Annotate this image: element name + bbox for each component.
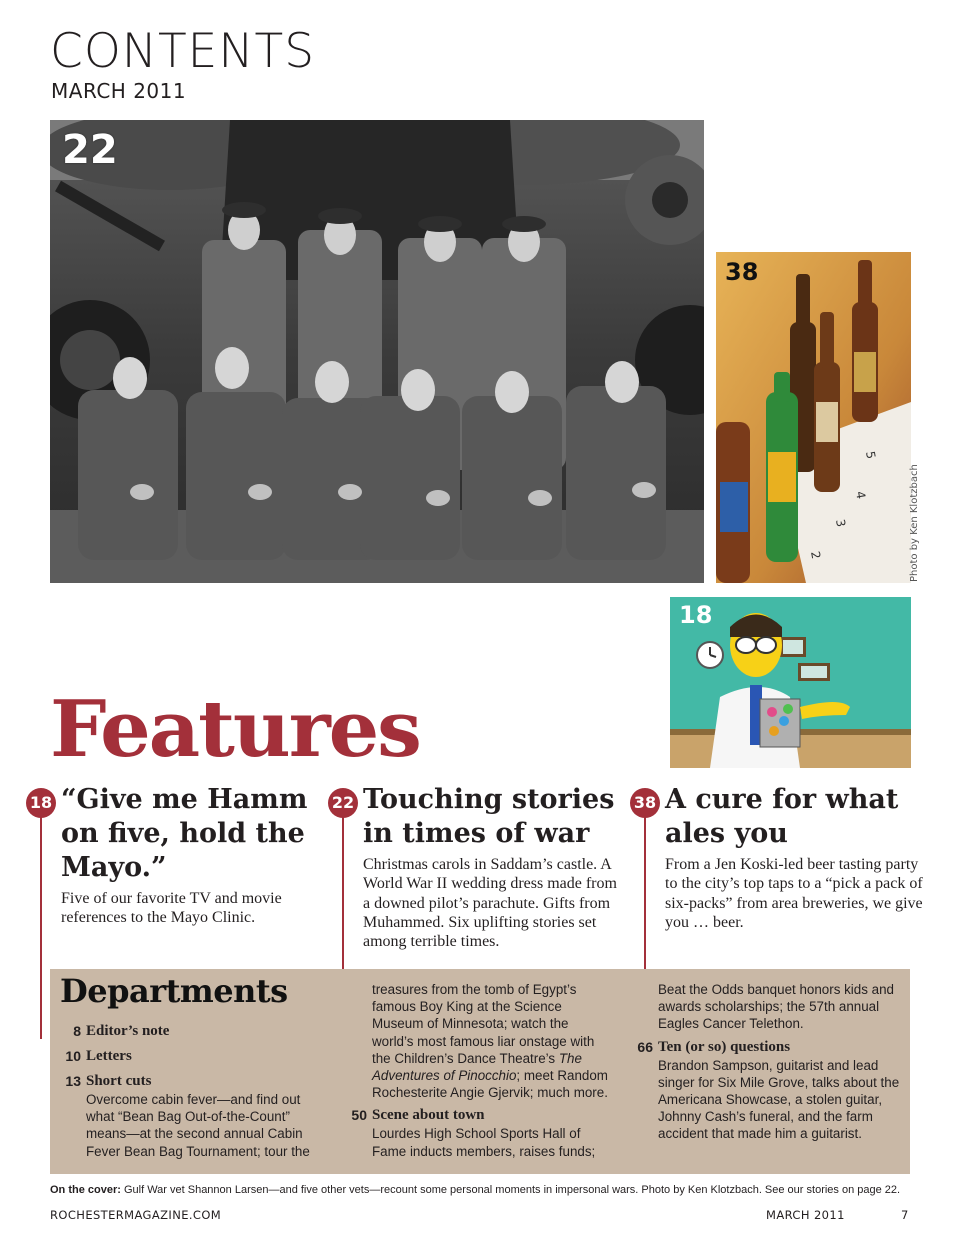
department-text-line: world’s most famous liar onstage with	[372, 1033, 595, 1049]
feature-description-line: to the city’s top taps to a “pick a pack of	[665, 875, 923, 893]
feature-description-line: you … beer.	[665, 913, 744, 931]
page-title: CONTENTS	[50, 24, 316, 79]
war-crew-photo[interactable]	[50, 120, 704, 583]
department-title: Short cuts	[86, 1073, 152, 1089]
department-page: 13	[65, 1073, 81, 1089]
department-text-line: treasures from the tomb of Egypt’s	[372, 982, 577, 997]
feature-description-line: Five of our favorite TV and movie	[61, 890, 282, 907]
svg-text:3: 3	[833, 518, 849, 529]
feature-title[interactable]	[363, 783, 633, 851]
departments-column-3	[637, 981, 908, 1143]
feature-description-line: six-packs” from area breweries, we give	[665, 894, 923, 912]
department-text-segment: ; meet Random	[516, 1068, 608, 1084]
cover-note	[50, 1183, 900, 1197]
photo-page-number: 18	[679, 601, 713, 629]
features-heading: Features	[50, 684, 420, 775]
department-text-line: Johnny Cash’s funeral, and the farm	[658, 1109, 873, 1125]
department-text-line: what “Bean Bag Out-of-the-Count”	[86, 1109, 290, 1125]
feature-description-line: Muhammed. Six uplifting stories set	[363, 913, 597, 931]
feature-title[interactable]	[61, 783, 331, 885]
department-text-line: accident that made him a guitarist.	[658, 1126, 862, 1142]
department-text-line: means—at the second annual Cabin	[86, 1126, 303, 1142]
departments-column-1	[65, 1021, 336, 1160]
department-text-line: Rochesterite Angie Gjervik; much more.	[372, 1085, 608, 1101]
departments-heading: Departments	[60, 972, 288, 1010]
footer-website[interactable]: ROCHESTERMAGAZINE.COM	[50, 1208, 222, 1222]
footer-page-number: 7	[901, 1208, 909, 1222]
departments-panel	[50, 969, 910, 1174]
cover-note-label: On the cover:	[50, 1184, 121, 1196]
department-text-italic: The	[558, 1050, 582, 1066]
department-text-line: famous Boy King at the Science	[372, 999, 562, 1015]
issue-date: MARCH 2011	[51, 79, 187, 103]
department-text-line: Overcome cabin fever—and find out	[86, 1092, 301, 1107]
department-text-line: Americana Showcase, a stolen guitar,	[658, 1092, 883, 1108]
feature-title-line: Touching stories	[363, 784, 615, 815]
feature-description	[665, 855, 927, 932]
page-badge: 22	[328, 788, 358, 818]
department-text-line	[372, 1067, 632, 1084]
department-editors-note[interactable]	[73, 1021, 336, 1041]
feature-title-line: A cure for what	[665, 784, 899, 815]
feature-description	[61, 889, 301, 928]
department-page: 66	[637, 1038, 653, 1055]
feature-title-line: “Give me Hamm	[61, 784, 308, 815]
feature-title-line: Mayo.”	[61, 852, 167, 883]
feature-title-line: ales you	[665, 818, 788, 849]
cartoon-doctor-photo[interactable]	[670, 597, 911, 768]
department-text-line: Beat the Odds banquet honors kids and	[658, 982, 894, 997]
feature-title[interactable]	[665, 783, 925, 851]
department-title: Letters	[86, 1048, 132, 1064]
department-text-line: awards scholarships; the 57th annual	[658, 999, 880, 1015]
feature-description-line: references to the Mayo Clinic.	[61, 909, 256, 927]
department-text-segment: the Children’s Dance Theatre’s	[372, 1050, 559, 1066]
department-short-cuts[interactable]	[65, 1071, 336, 1091]
feature-rule	[40, 799, 42, 1039]
feature-description	[363, 855, 623, 951]
department-ten-questions[interactable]	[637, 1037, 908, 1057]
department-text-line	[372, 1050, 632, 1067]
footer-date: MARCH 2011	[766, 1208, 845, 1222]
department-text-italic: Adventures of Pinocchio	[372, 1068, 517, 1084]
photo-page-number: 38	[725, 258, 759, 286]
feature-description-line: World War II wedding dress made from	[363, 875, 617, 893]
department-letters[interactable]	[65, 1046, 336, 1066]
cover-note-text: Gulf War vet Shannon Larsen—and five other vets—recount some personal moments in impersonal wars. Photo by Ken Klotzbach. See our stories on page 22.	[120, 1184, 901, 1196]
feature-title-line: on five, hold the	[61, 818, 305, 849]
department-text-line: Fever Bean Bag Tournament; tour the	[86, 1143, 310, 1159]
war-crew-illustration	[50, 120, 704, 583]
beer-bottles-illustration	[716, 252, 911, 583]
page-badge: 38	[630, 788, 660, 818]
photo-page-number: 22	[62, 127, 118, 173]
department-title: Ten (or so) questions	[658, 1038, 791, 1055]
department-text-line: Museum of Minnesota; watch the	[372, 1016, 569, 1032]
department-text-line: Brandon Sampson, guitarist and lead	[658, 1057, 879, 1073]
department-text-line: singer for Six Mile Grove, talks about the	[658, 1074, 900, 1090]
feature-description-line: Christmas carols in Saddam’s castle. A	[363, 856, 612, 873]
department-text-line: Fame inducts members, raises funds;	[372, 1143, 596, 1159]
svg-text:2: 2	[808, 550, 824, 561]
department-page: 50	[351, 1107, 367, 1124]
departments-column-2	[351, 981, 632, 1160]
department-text-line: Lourdes High School Sports Hall of	[372, 1126, 581, 1142]
svg-text:5: 5	[863, 450, 879, 461]
department-title: Editor’s note	[86, 1023, 170, 1039]
feature-description-line: a downed pilot’s parachute. Gifts from	[363, 894, 611, 912]
feature-description-line: among terrible times.	[363, 933, 500, 951]
feature-title-line: in times of war	[363, 818, 590, 849]
department-page: 8	[73, 1023, 81, 1039]
department-scene-about-town[interactable]	[351, 1105, 632, 1125]
page-badge: 18	[26, 788, 56, 818]
photo-credit: Photo by Ken Klotzbach	[909, 464, 920, 582]
department-text-line: Eagles Cancer Telethon.	[658, 1016, 804, 1032]
svg-text:4: 4	[853, 490, 869, 501]
department-page: 10	[65, 1048, 81, 1064]
feature-description-line: From a Jen Koski-led beer tasting party	[665, 856, 919, 873]
department-title: Scene about town	[372, 1107, 485, 1124]
beer-bottles-photo[interactable]	[716, 252, 911, 583]
